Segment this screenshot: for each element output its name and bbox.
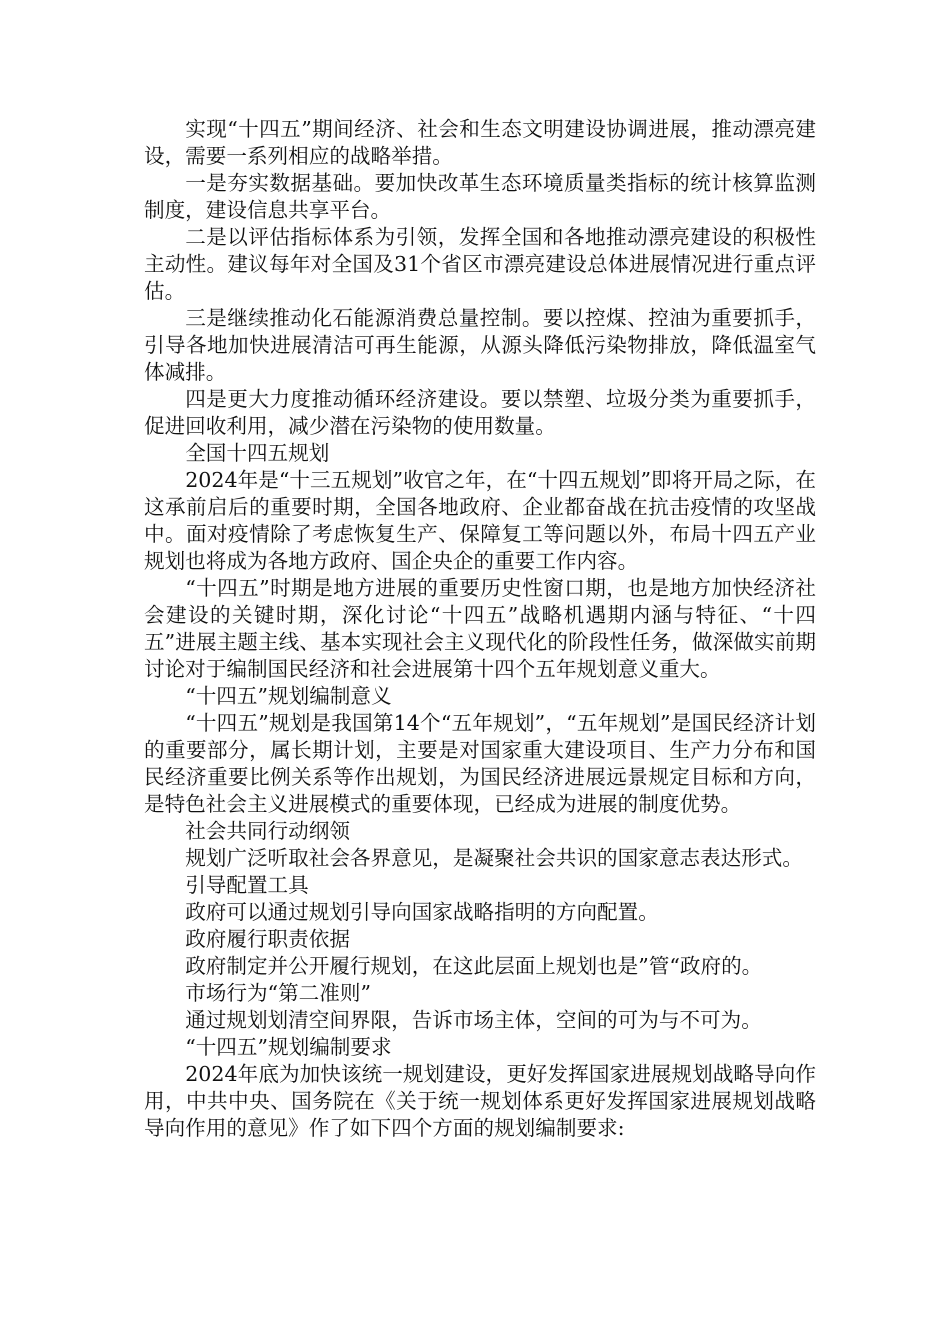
paragraph: 二是以评估指标体系为引领，发挥全国和各地推动漂亮建设的积极性主动性。建议每年对全国及31个省区市漂亮建设总体进展情况进行重点评估。	[144, 225, 816, 303]
paragraph: “十四五”规划是我国第14个“五年规划”，“五年规划”是国民经济计划的重要部分，属长期计划，主要是对国家重大建设项目、生产力分布和国民经济重要比例关系等作出规划，为国民经济进展远景规定目标和方向，是特色社会主义进展模式的重要体现，已经成为进展的制度优势。	[144, 711, 816, 816]
paragraph: 规划广泛听取社会各界意见，是凝聚社会共识的国家意志表达形式。	[185, 846, 803, 870]
paragraph: 政府制定并公开履行规划，在这此层面上规划也是”管“政府的。	[185, 954, 763, 978]
section-heading: “十四五”规划编制要求	[185, 1035, 392, 1059]
paragraph: 政府可以通过规划引导向国家战略指明的方向配置。	[185, 900, 659, 924]
section-heading: 市场行为“第二准则”	[185, 981, 371, 1005]
paragraph: 通过规划划清空间界限，告诉市场主体，空间的可为与不可为。	[185, 1008, 762, 1032]
section-heading: 全国十四五规划	[185, 441, 330, 465]
paragraph: 四是更大力度推动循环经济建设。要以禁塑、垃圾分类为重要抓手，促进回收利用，减少潜在污染物的使用数量。	[144, 387, 816, 438]
paragraph: 2024年是“十三五规划”收官之年，在“十四五规划”即将开局之际，在这承前启后的重要时期，全国各地政府、企业都奋战在抗击疫情的攻坚战中。面对疫情除了考虑恢复生产、保障复工等问题以外，布局十四五产业规划也将成为各地方政府、国企央企的重要工作内容。	[144, 468, 816, 573]
section-heading: 引导配置工具	[185, 873, 309, 897]
section-heading: “十四五”规划编制意义	[185, 684, 392, 708]
paragraph: “十四五”时期是地方进展的重要历史性窗口期，也是地方加快经济社会建设的关键时期，深化讨论“十四五”战略机遇期内涵与特征、“十四五”进展主题主线、基本实现社会主义现代化的阶段性任务，做深做实前期讨论对于编制国民经济和社会进展第十四个五年规划意义重大。	[144, 576, 816, 681]
section-heading: 社会共同行动纲领	[185, 819, 350, 843]
paragraph: 2024年底为加快该统一规划建设，更好发挥国家进展规划战略导向作用，中共中央、国务院在《关于统一规划体系更好发挥国家进展规划战略导向作用的意见》作了如下四个方面的规划编制要求:	[144, 1062, 816, 1140]
document-body	[144, 116, 816, 1142]
paragraph: 实现“十四五”期间经济、社会和生态文明建设协调进展，推动漂亮建设，需要一系列相应的战略举措。	[144, 117, 816, 168]
paragraph: 一是夯实数据基础。要加快改革生态环境质量类指标的统计核算监测制度，建设信息共享平台。	[144, 171, 816, 222]
section-heading: 政府履行职责依据	[185, 927, 350, 951]
paragraph: 三是继续推动化石能源消费总量控制。要以控煤、控油为重要抓手，引导各地加快进展清洁可再生能源，从源头降低污染物排放，降低温室气体减排。	[144, 306, 816, 384]
